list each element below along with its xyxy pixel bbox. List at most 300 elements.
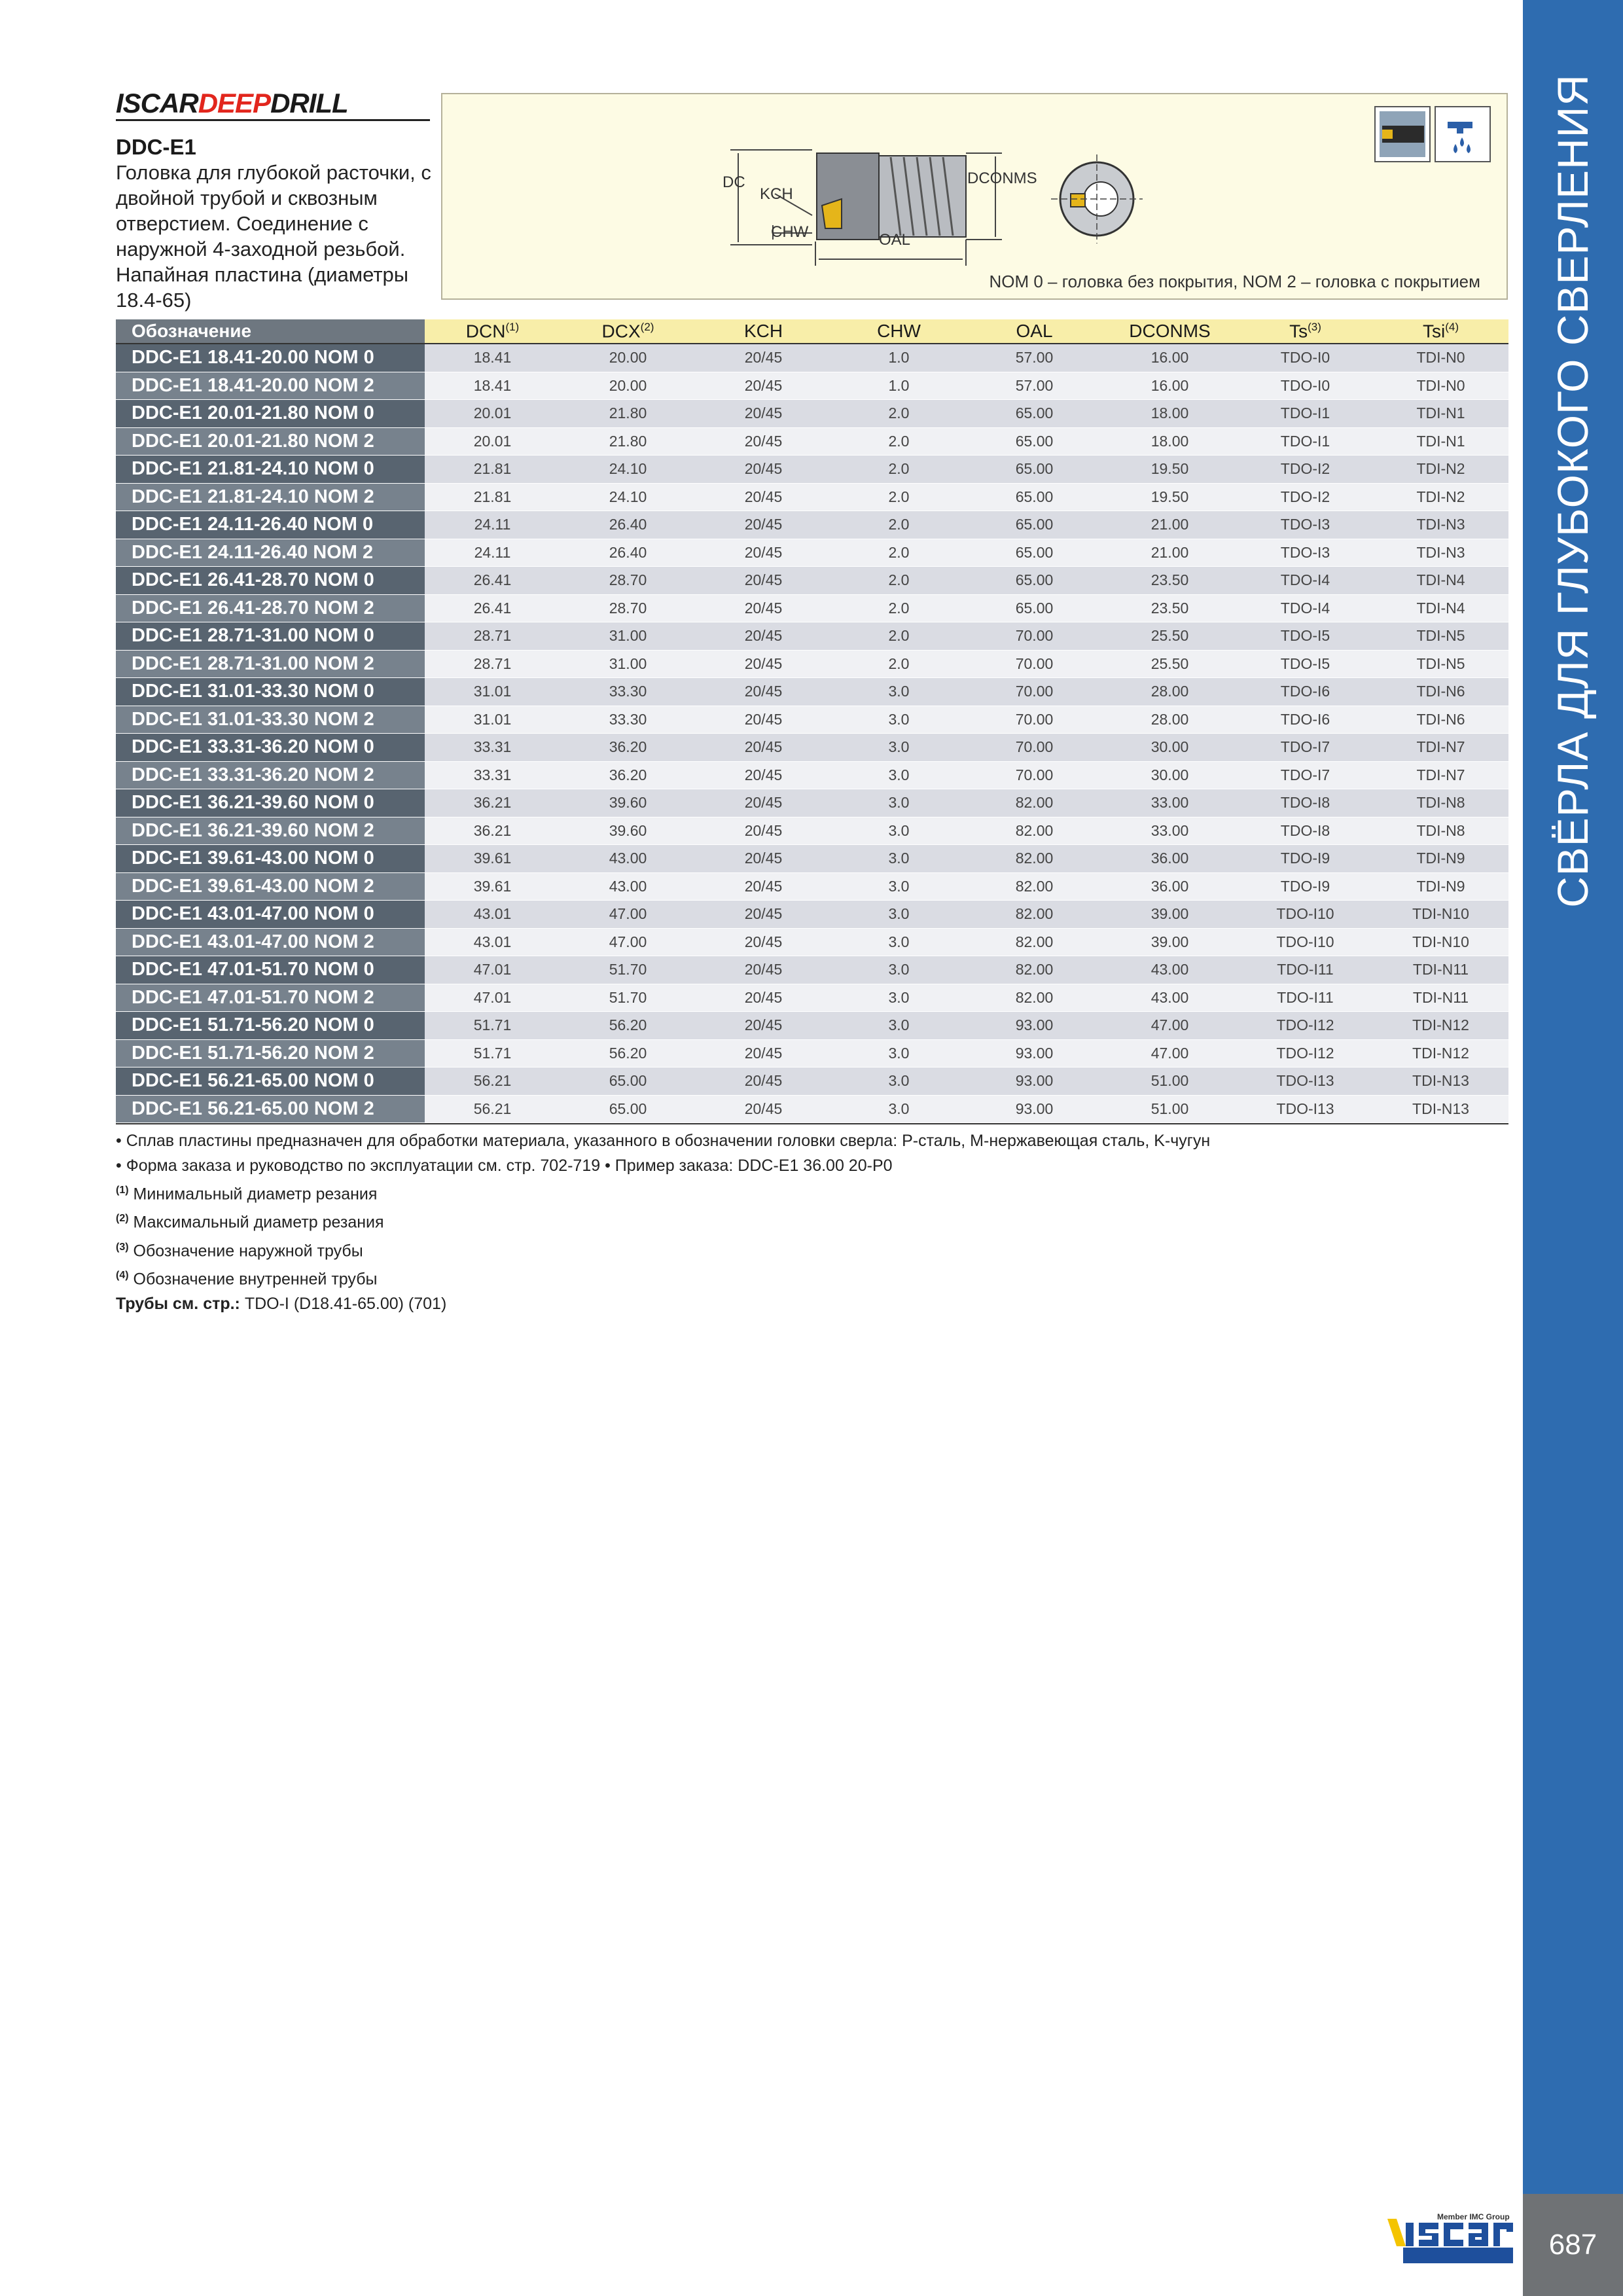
value-cell: 43.00: [1102, 984, 1238, 1012]
value-cell: 33.00: [1102, 817, 1238, 845]
value-cell: 3.0: [831, 706, 967, 734]
value-cell: 20.00: [560, 344, 696, 372]
value-cell: 26.41: [425, 567, 560, 595]
value-cell: 56.20: [560, 1039, 696, 1067]
value-cell: 24.11: [425, 539, 560, 567]
value-cell: 47.00: [560, 901, 696, 929]
value-cell: 20/45: [696, 1095, 831, 1123]
value-cell: 20/45: [696, 928, 831, 956]
table-row: [116, 1039, 1508, 1067]
value-cell: 47.00: [1102, 1039, 1238, 1067]
designation-cell: DDC-E1 47.01-51.70 NOM 0: [116, 956, 425, 984]
value-cell: 2.0: [831, 622, 967, 651]
value-cell: TDO-I6: [1238, 706, 1373, 734]
value-cell: 36.21: [425, 817, 560, 845]
table-bottom-rule: [116, 1123, 1508, 1124]
value-cell: 26.40: [560, 539, 696, 567]
column-header-dconms: [1102, 319, 1238, 344]
value-cell: 39.61: [425, 872, 560, 901]
value-cell: TDI-N13: [1373, 1095, 1508, 1123]
value-cell: 31.00: [560, 650, 696, 678]
designation-cell: DDC-E1 20.01-21.80 NOM 0: [116, 400, 425, 428]
value-cell: 31.01: [425, 678, 560, 706]
value-cell: 3.0: [831, 901, 967, 929]
table-row: [116, 789, 1508, 817]
value-cell: 20.01: [425, 427, 560, 456]
value-cell: TDO-I1: [1238, 400, 1373, 428]
value-cell: TDI-N0: [1373, 372, 1508, 400]
value-cell: 82.00: [967, 928, 1102, 956]
value-cell: 20/45: [696, 1039, 831, 1067]
table-row: [116, 1067, 1508, 1096]
value-cell: 51.70: [560, 984, 696, 1012]
footnote-text: Обозначение наружной трубы: [133, 1241, 363, 1260]
value-cell: 39.00: [1102, 901, 1238, 929]
value-cell: 2.0: [831, 400, 967, 428]
value-cell: 20/45: [696, 984, 831, 1012]
value-cell: 20/45: [696, 817, 831, 845]
brand-part-drill: DRILL: [270, 88, 348, 118]
value-cell: 2.0: [831, 483, 967, 511]
value-cell: TDO-I6: [1238, 678, 1373, 706]
value-cell: 43.00: [560, 872, 696, 901]
value-cell: 28.70: [560, 567, 696, 595]
designation-cell: DDC-E1 33.31-36.20 NOM 2: [116, 761, 425, 789]
value-cell: 47.01: [425, 956, 560, 984]
tubes-reference: [116, 1291, 1359, 1316]
value-cell: 2.0: [831, 650, 967, 678]
value-cell: 31.01: [425, 706, 560, 734]
diagram-panel: [441, 93, 1508, 300]
table-row: [116, 678, 1508, 706]
value-cell: 24.11: [425, 511, 560, 539]
page-number: 687: [1523, 2194, 1623, 2296]
value-cell: TDI-N4: [1373, 594, 1508, 622]
value-cell: TDO-I3: [1238, 539, 1373, 567]
column-header-label: Обозначение: [132, 321, 252, 341]
designation-cell: DDC-E1 39.61-43.00 NOM 0: [116, 845, 425, 873]
value-cell: 20/45: [696, 872, 831, 901]
value-cell: 51.70: [560, 956, 696, 984]
footnote-text: Обозначение внутренней трубы: [133, 1270, 378, 1289]
tubes-value: TDO-I (D18.41-65.00) (701): [240, 1295, 447, 1314]
value-cell: 21.81: [425, 456, 560, 484]
value-cell: 20/45: [696, 734, 831, 762]
value-cell: 65.00: [967, 456, 1102, 484]
value-cell: TDO-I9: [1238, 845, 1373, 873]
designation-cell: DDC-E1 31.01-33.30 NOM 2: [116, 706, 425, 734]
column-header-designation: [116, 319, 425, 344]
value-cell: TDI-N8: [1373, 817, 1508, 845]
column-header-footnote-mark: (3): [1308, 320, 1321, 333]
footnote-text: Минимальный диаметр резания: [133, 1185, 378, 1204]
dim-label-oal: OAL: [879, 231, 911, 249]
table-row: [116, 901, 1508, 929]
dim-label-dconms: DCONMS: [967, 170, 1037, 187]
value-cell: TDI-N3: [1373, 539, 1508, 567]
value-cell: 20/45: [696, 706, 831, 734]
value-cell: 47.00: [1102, 1012, 1238, 1040]
value-cell: TDO-I9: [1238, 872, 1373, 901]
value-cell: TDI-N2: [1373, 483, 1508, 511]
value-cell: TDI-N6: [1373, 678, 1508, 706]
value-cell: 70.00: [967, 622, 1102, 651]
value-cell: 25.50: [1102, 650, 1238, 678]
table-row: [116, 928, 1508, 956]
designation-cell: DDC-E1 43.01-47.00 NOM 2: [116, 928, 425, 956]
column-header-label: DCN: [465, 321, 506, 342]
value-cell: TDO-I10: [1238, 928, 1373, 956]
value-cell: 21.00: [1102, 511, 1238, 539]
value-cell: 82.00: [967, 845, 1102, 873]
footnote-item: [116, 1235, 1359, 1263]
value-cell: TDO-I5: [1238, 622, 1373, 651]
sidebar-title: СВЁРЛА ДЛЯ ГЛУБОКОГО СВЕРЛЕНИЯ: [1548, 74, 1597, 908]
specs-table-wrapper: [116, 319, 1508, 1123]
value-cell: 18.41: [425, 344, 560, 372]
value-cell: 25.50: [1102, 622, 1238, 651]
sidebar-title-container: [1523, 0, 1623, 982]
value-cell: 3.0: [831, 734, 967, 762]
value-cell: 3.0: [831, 1039, 967, 1067]
value-cell: 20/45: [696, 956, 831, 984]
value-cell: 21.80: [560, 427, 696, 456]
brand-part-deep: DEEP: [198, 88, 271, 118]
value-cell: 20/45: [696, 344, 831, 372]
value-cell: 65.00: [967, 483, 1102, 511]
designation-cell: DDC-E1 56.21-65.00 NOM 2: [116, 1095, 425, 1123]
value-cell: 2.0: [831, 594, 967, 622]
value-cell: 82.00: [967, 817, 1102, 845]
value-cell: 70.00: [967, 761, 1102, 789]
value-cell: TDI-N12: [1373, 1012, 1508, 1040]
table-row: [116, 984, 1508, 1012]
brand-part-iscar: ISCAR: [116, 88, 198, 118]
value-cell: 65.00: [560, 1095, 696, 1123]
value-cell: 65.00: [560, 1067, 696, 1096]
value-cell: TDO-I8: [1238, 789, 1373, 817]
value-cell: TDO-I3: [1238, 511, 1373, 539]
value-cell: TDI-N6: [1373, 706, 1508, 734]
value-cell: 3.0: [831, 984, 967, 1012]
table-row: [116, 845, 1508, 873]
footnotes-list: [116, 1178, 1359, 1291]
value-cell: 18.00: [1102, 400, 1238, 428]
bore-tool-icon: [1374, 106, 1431, 162]
table-row: [116, 734, 1508, 762]
designation-cell: DDC-E1 43.01-47.00 NOM 0: [116, 901, 425, 929]
designation-cell: DDC-E1 24.11-26.40 NOM 2: [116, 539, 425, 567]
designation-cell: DDC-E1 56.21-65.00 NOM 0: [116, 1067, 425, 1096]
value-cell: 30.00: [1102, 734, 1238, 762]
product-code: DDC-E1: [116, 135, 196, 159]
value-cell: 82.00: [967, 956, 1102, 984]
value-cell: 28.70: [560, 594, 696, 622]
column-header-label: DCX: [601, 321, 641, 342]
value-cell: TDI-N12: [1373, 1039, 1508, 1067]
value-cell: 57.00: [967, 372, 1102, 400]
column-header-dcx: [560, 319, 696, 344]
value-cell: 20/45: [696, 678, 831, 706]
brand-underline: [116, 119, 430, 121]
designation-cell: DDC-E1 36.21-39.60 NOM 2: [116, 817, 425, 845]
tubes-label: Трубы см. стр.:: [116, 1295, 240, 1314]
value-cell: TDI-N11: [1373, 984, 1508, 1012]
value-cell: TDO-I13: [1238, 1067, 1373, 1096]
value-cell: 93.00: [967, 1039, 1102, 1067]
value-cell: 3.0: [831, 678, 967, 706]
value-cell: TDO-I4: [1238, 567, 1373, 595]
value-cell: 21.80: [560, 400, 696, 428]
value-cell: 43.00: [560, 845, 696, 873]
notes-section: [116, 1128, 1359, 1316]
designation-cell: DDC-E1 18.41-20.00 NOM 0: [116, 344, 425, 372]
column-header-footnote-mark: (4): [1445, 320, 1459, 333]
value-cell: 28.00: [1102, 706, 1238, 734]
value-cell: 20/45: [696, 483, 831, 511]
table-row: [116, 400, 1508, 428]
designation-cell: DDC-E1 21.81-24.10 NOM 2: [116, 483, 425, 511]
iscar-logo-icon: [1386, 2207, 1517, 2272]
dim-label-chw: CHW: [771, 223, 809, 241]
value-cell: 93.00: [967, 1095, 1102, 1123]
designation-cell: DDC-E1 31.01-33.30 NOM 0: [116, 678, 425, 706]
column-header-label: KCH: [743, 321, 783, 341]
footnote-text: Максимальный диаметр резания: [133, 1213, 384, 1232]
value-cell: 20/45: [696, 901, 831, 929]
value-cell: TDI-N13: [1373, 1067, 1508, 1096]
value-cell: 1.0: [831, 344, 967, 372]
value-cell: 57.00: [967, 344, 1102, 372]
value-cell: 56.21: [425, 1095, 560, 1123]
value-cell: 65.00: [967, 427, 1102, 456]
value-cell: TDO-I2: [1238, 483, 1373, 511]
table-row: [116, 1095, 1508, 1123]
value-cell: TDI-N5: [1373, 622, 1508, 651]
column-header-tsi: [1373, 319, 1508, 344]
value-cell: 70.00: [967, 678, 1102, 706]
table-body: [116, 344, 1508, 1123]
designation-cell: DDC-E1 51.71-56.20 NOM 0: [116, 1012, 425, 1040]
value-cell: TDI-N3: [1373, 511, 1508, 539]
value-cell: TDI-N1: [1373, 427, 1508, 456]
footnote-mark: (1): [116, 1185, 129, 1196]
footnote-mark: (4): [116, 1269, 129, 1281]
table-row: [116, 1012, 1508, 1040]
designation-cell: DDC-E1 28.71-31.00 NOM 0: [116, 622, 425, 651]
table-row: [116, 956, 1508, 984]
table-row: [116, 706, 1508, 734]
value-cell: 19.50: [1102, 483, 1238, 511]
drill-head-diagram: [442, 94, 1509, 301]
value-cell: 36.00: [1102, 845, 1238, 873]
value-cell: 3.0: [831, 1012, 967, 1040]
value-cell: TDI-N0: [1373, 344, 1508, 372]
value-cell: 65.00: [967, 567, 1102, 595]
column-header-kch: [696, 319, 831, 344]
designation-cell: DDC-E1 36.21-39.60 NOM 0: [116, 789, 425, 817]
designation-cell: DDC-E1 21.81-24.10 NOM 0: [116, 456, 425, 484]
value-cell: 19.50: [1102, 456, 1238, 484]
column-header-label: Ts: [1289, 321, 1308, 342]
value-cell: 70.00: [967, 650, 1102, 678]
designation-cell: DDC-E1 24.11-26.40 NOM 0: [116, 511, 425, 539]
value-cell: TDI-N7: [1373, 761, 1508, 789]
value-cell: 93.00: [967, 1012, 1102, 1040]
value-cell: 33.30: [560, 706, 696, 734]
value-cell: 26.40: [560, 511, 696, 539]
value-cell: 20/45: [696, 400, 831, 428]
designation-cell: DDC-E1 18.41-20.00 NOM 2: [116, 372, 425, 400]
table-row: [116, 483, 1508, 511]
value-cell: 3.0: [831, 817, 967, 845]
value-cell: 20/45: [696, 622, 831, 651]
note-bullet-order: • Форма заказа и руководство по эксплуатации см. стр. 702-719 • Пример заказа: DDC-E1 36.00 20-P0: [116, 1157, 893, 1175]
value-cell: 39.61: [425, 845, 560, 873]
value-cell: TDO-I5: [1238, 650, 1373, 678]
table-row: [116, 872, 1508, 901]
value-cell: TDI-N7: [1373, 734, 1508, 762]
table-row: [116, 650, 1508, 678]
value-cell: 36.00: [1102, 872, 1238, 901]
value-cell: TDI-N9: [1373, 845, 1508, 873]
column-header-dcn: [425, 319, 560, 344]
value-cell: 82.00: [967, 872, 1102, 901]
value-cell: 20/45: [696, 594, 831, 622]
value-cell: 39.00: [1102, 928, 1238, 956]
value-cell: TDO-I2: [1238, 456, 1373, 484]
value-cell: TDO-I11: [1238, 956, 1373, 984]
value-cell: 82.00: [967, 789, 1102, 817]
value-cell: 3.0: [831, 761, 967, 789]
value-cell: 28.00: [1102, 678, 1238, 706]
value-cell: TDO-I12: [1238, 1039, 1373, 1067]
value-cell: 3.0: [831, 1095, 967, 1123]
designation-cell: DDC-E1 26.41-28.70 NOM 0: [116, 567, 425, 595]
specs-table: [116, 319, 1508, 1123]
column-header-label: Tsi: [1422, 321, 1446, 342]
value-cell: 20/45: [696, 761, 831, 789]
coolant-tap-icon: [1435, 106, 1491, 162]
value-cell: 23.50: [1102, 594, 1238, 622]
table-row: [116, 511, 1508, 539]
value-cell: TDO-I10: [1238, 901, 1373, 929]
value-cell: 33.00: [1102, 789, 1238, 817]
column-header-label: OAL: [1016, 321, 1053, 341]
value-cell: TDI-N1: [1373, 400, 1508, 428]
table-row: [116, 372, 1508, 400]
dim-label-dc: DC: [722, 173, 745, 191]
value-cell: 18.00: [1102, 427, 1238, 456]
value-cell: 39.60: [560, 817, 696, 845]
value-cell: 20/45: [696, 456, 831, 484]
value-cell: TDI-N4: [1373, 567, 1508, 595]
column-header-label: DCONMS: [1129, 321, 1211, 341]
value-cell: 16.00: [1102, 372, 1238, 400]
value-cell: 20/45: [696, 511, 831, 539]
designation-cell: DDC-E1 39.61-43.00 NOM 2: [116, 872, 425, 901]
value-cell: 20/45: [696, 427, 831, 456]
value-cell: 65.00: [967, 594, 1102, 622]
value-cell: 36.20: [560, 734, 696, 762]
table-row: [116, 622, 1508, 651]
value-cell: 20/45: [696, 1067, 831, 1096]
value-cell: 20/45: [696, 1012, 831, 1040]
footnote-item: [116, 1178, 1359, 1206]
value-cell: 20/45: [696, 567, 831, 595]
designation-cell: DDC-E1 33.31-36.20 NOM 0: [116, 734, 425, 762]
value-cell: TDO-I11: [1238, 984, 1373, 1012]
value-cell: 51.71: [425, 1039, 560, 1067]
value-cell: TDO-I12: [1238, 1012, 1373, 1040]
value-cell: 82.00: [967, 984, 1102, 1012]
value-cell: 2.0: [831, 427, 967, 456]
value-cell: 30.00: [1102, 761, 1238, 789]
value-cell: 56.21: [425, 1067, 560, 1096]
value-cell: 65.00: [967, 400, 1102, 428]
footnote-item: [116, 1263, 1359, 1291]
value-cell: 21.81: [425, 483, 560, 511]
value-cell: TDO-I13: [1238, 1095, 1373, 1123]
value-cell: 3.0: [831, 845, 967, 873]
column-header-oal: [967, 319, 1102, 344]
value-cell: 70.00: [967, 734, 1102, 762]
value-cell: 3.0: [831, 928, 967, 956]
value-cell: 20/45: [696, 845, 831, 873]
value-cell: 20.00: [560, 372, 696, 400]
value-cell: 33.31: [425, 734, 560, 762]
footnote-mark: (2): [116, 1213, 129, 1225]
value-cell: 51.00: [1102, 1095, 1238, 1123]
value-cell: 20.01: [425, 400, 560, 428]
column-header-footnote-mark: (1): [505, 320, 520, 333]
brand-logo: [116, 88, 348, 119]
value-cell: 2.0: [831, 539, 967, 567]
value-cell: 3.0: [831, 789, 967, 817]
value-cell: TDO-I4: [1238, 594, 1373, 622]
value-cell: 82.00: [967, 901, 1102, 929]
value-cell: TDI-N9: [1373, 872, 1508, 901]
table-row: [116, 456, 1508, 484]
member-imc-label: Member IMC Group: [1437, 2212, 1510, 2221]
table-row: [116, 427, 1508, 456]
value-cell: 70.00: [967, 706, 1102, 734]
value-cell: TDI-N2: [1373, 456, 1508, 484]
value-cell: 23.50: [1102, 567, 1238, 595]
designation-cell: DDC-E1 26.41-28.70 NOM 2: [116, 594, 425, 622]
column-header-footnote-mark: (2): [640, 320, 654, 333]
designation-cell: DDC-E1 28.71-31.00 NOM 2: [116, 650, 425, 678]
value-cell: 47.00: [560, 928, 696, 956]
value-cell: 51.71: [425, 1012, 560, 1040]
value-cell: 21.00: [1102, 539, 1238, 567]
dim-label-kch: KCH: [760, 185, 793, 203]
value-cell: 3.0: [831, 956, 967, 984]
column-header-chw: [831, 319, 967, 344]
value-cell: 20/45: [696, 372, 831, 400]
value-cell: 43.01: [425, 928, 560, 956]
value-cell: 16.00: [1102, 344, 1238, 372]
nom-note: NOM 0 – головка без покрытия, NOM 2 – головка с покрытием: [989, 272, 1480, 291]
value-cell: 65.00: [967, 539, 1102, 567]
value-cell: 26.41: [425, 594, 560, 622]
value-cell: TDI-N10: [1373, 928, 1508, 956]
value-cell: 65.00: [967, 511, 1102, 539]
value-cell: TDO-I1: [1238, 427, 1373, 456]
value-cell: 1.0: [831, 372, 967, 400]
table-header-row: [116, 319, 1508, 344]
designation-cell: DDC-E1 20.01-21.80 NOM 2: [116, 427, 425, 456]
